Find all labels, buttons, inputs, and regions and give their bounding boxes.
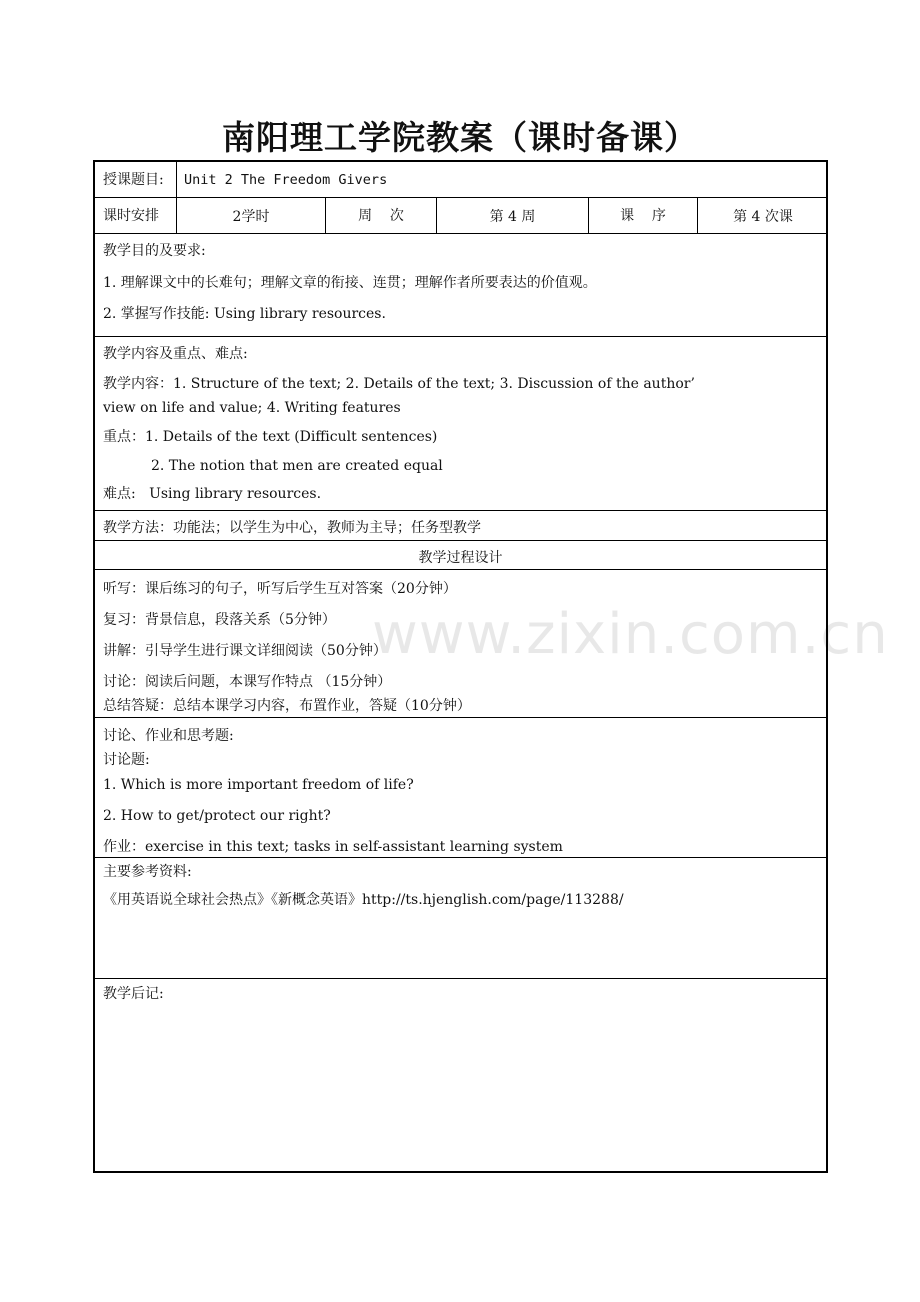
process-step: 总结答疑：总结本课学习内容，布置作业，答疑（10分钟）: [103, 698, 471, 714]
references-heading: 主要参考资料:: [103, 864, 192, 880]
discussion-subheading: 讨论题:: [103, 752, 150, 768]
homework-text: 作业：exercise in this text; tasks in self-assistant learning system: [103, 839, 563, 855]
process-step: 听写：课后练习的句子，听写后学生互对答案（20分钟）: [103, 581, 457, 597]
discussion-question-2: 2. How to get/protect our right?: [103, 808, 331, 824]
row-divider: [95, 197, 826, 198]
process-step: 讨论：阅读后问题，本课写作特点 （15分钟）: [103, 674, 392, 690]
difficulty-point: 难点: Using library resources.: [103, 486, 322, 502]
key-point-1: 重点：1. Details of the text (Difficult sentences): [103, 429, 438, 445]
key-point-2: 2. The notion that men are created equal: [151, 458, 443, 474]
row-divider: [95, 540, 826, 541]
row-divider: [95, 336, 826, 337]
objective-item-2: 2. 掌握写作技能: Using library resources.: [103, 306, 386, 322]
order-value: 第 4 次课: [733, 209, 793, 225]
row-divider: [95, 233, 826, 234]
row-divider: [95, 857, 826, 858]
hours-value: 2学时: [232, 209, 270, 225]
content-line-1: 教学内容：1. Structure of the text; 2. Details of the text; 3. Discussion of the author’: [103, 376, 695, 392]
watermark: www.zixin.com.cn: [372, 602, 889, 667]
process-step: 复习：背景信息，段落关系（5分钟）: [103, 612, 336, 628]
discussion-question-1: 1. Which is more important freedom of life?: [103, 777, 414, 793]
schedule-label: 课时安排: [103, 208, 159, 224]
references-text: 《用英语说全球社会热点》《新概念英语》http://ts.hjenglish.com/page/113288/: [103, 892, 624, 908]
discussion-heading: 讨论、作业和思考题:: [103, 728, 234, 744]
topic-value: Unit 2 The Freedom Givers: [184, 172, 388, 188]
objective-item-1: 1. 理解课文中的长难句；理解文章的衔接、连贯；理解作者所要表达的价值观。: [103, 275, 597, 291]
row-divider: [95, 510, 826, 511]
process-step: 讲解：引导学生进行课文详细阅读（50分钟）: [103, 643, 387, 659]
objectives-heading: 教学目的及要求:: [103, 243, 206, 259]
week-value: 第 4 周: [489, 209, 536, 225]
content-line-2: view on life and value; 4. Writing features: [103, 400, 401, 416]
content-heading: 教学内容及重点、难点:: [103, 346, 248, 362]
process-heading: 教学过程设计: [418, 550, 503, 566]
row-divider: [95, 978, 826, 979]
week-label: 周 次: [358, 208, 404, 224]
row-divider: [95, 569, 826, 570]
order-label: 课 序: [620, 208, 666, 224]
page-title: 南阳理工学院教案（课时备课）: [222, 118, 698, 157]
row-divider: [95, 717, 826, 718]
topic-label: 授课题目:: [103, 172, 164, 188]
postscript-heading: 教学后记:: [103, 986, 164, 1002]
teaching-method: 教学方法：功能法；以学生为中心，教师为主导；任务型教学: [103, 520, 481, 536]
